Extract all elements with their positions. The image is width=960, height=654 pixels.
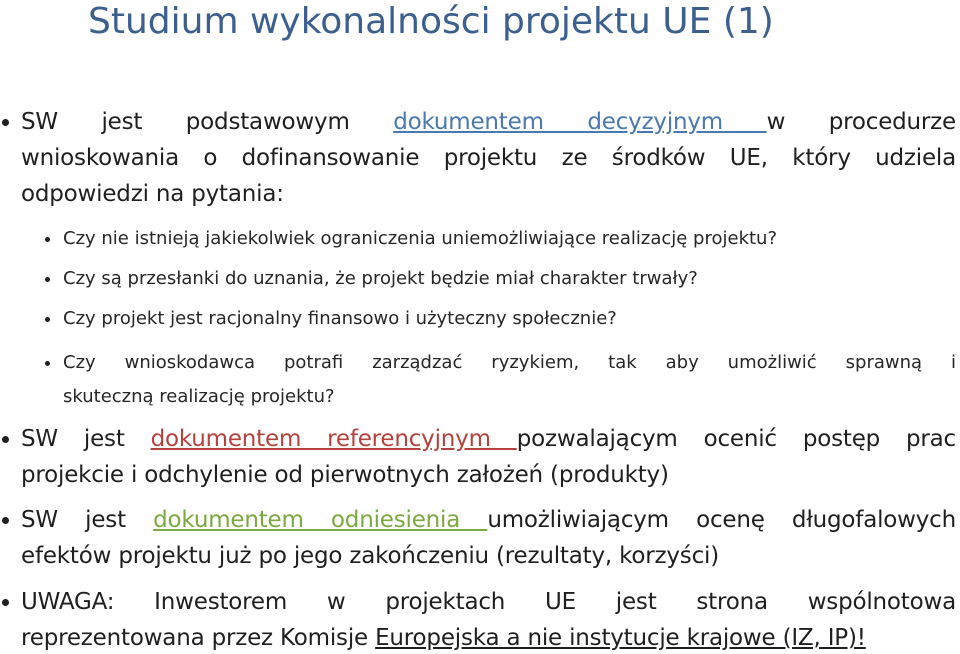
sub-bullet-dot bbox=[45, 361, 50, 366]
bullet-line: efektów projektu już po jego zakończeniu (rezultaty, korzyści) bbox=[21, 543, 719, 569]
bullet-line bbox=[21, 502, 956, 538]
bullet-text-segment: SW jest podstawowym bbox=[21, 109, 394, 135]
bullet-line: projekcie i odchylenie od pierwotnych założeń (produkty) bbox=[21, 462, 669, 488]
sub-bullet-dot bbox=[45, 317, 50, 322]
sub-bullet-text: Czy nie istnieją jakiekolwiek ograniczenia uniemożliwiające realizację projektu? bbox=[63, 228, 778, 249]
sub-bullet-text: Czy projekt jest racjonalny finansowo i użyteczny społecznie? bbox=[63, 308, 617, 329]
sub-bullet-dot bbox=[45, 237, 50, 242]
bullet-line: wnioskowania o dofinansowanie projektu ze środków UE, który udziela bbox=[21, 145, 956, 171]
bullet-line bbox=[21, 421, 956, 457]
bullet-text-segment: pozwalającym ocenić postęp prac bbox=[516, 426, 956, 452]
bullet-text bbox=[21, 421, 956, 493]
bullet-text bbox=[21, 584, 956, 654]
bullet-text-segment: umożliwiającym ocenę długofalowych bbox=[487, 507, 957, 533]
bullet-line: UWAGA: Inwestorem w projektach UE jest strona wspólnotowa bbox=[21, 589, 956, 615]
bullet-text bbox=[21, 502, 956, 574]
bullet-text bbox=[21, 104, 956, 212]
bullet-text-segment: reprezentowana przez Komisje bbox=[21, 625, 376, 651]
bullet-line bbox=[21, 104, 956, 140]
bullet-line: odpowiedzi na pytania: bbox=[21, 181, 284, 207]
sub-bullet-line: Czy wnioskodawca potrafi zarządzać ryzykiem, tak aby umożliwić sprawną i bbox=[63, 352, 956, 373]
sub-bullet-dot bbox=[45, 277, 50, 282]
link-reference-point-document[interactable]: dokumentem odniesienia bbox=[153, 507, 488, 533]
bullet-line bbox=[21, 620, 956, 654]
bullet-text-segment: SW jest bbox=[21, 426, 151, 452]
bullet-text-segment: w procedurze bbox=[766, 109, 956, 135]
bullet-dot bbox=[2, 436, 9, 443]
sub-bullet-line: skuteczną realizację projektu? bbox=[63, 386, 335, 407]
bullet-text-segment: SW jest bbox=[21, 507, 154, 533]
underlined-emphasis: Europejska a nie instytucje krajowe (IZ, IP)! bbox=[375, 625, 866, 651]
sub-bullet-text: Czy są przesłanki do uznania, że projekt będzie miał charakter trwały? bbox=[63, 268, 698, 289]
bullet-dot bbox=[2, 599, 9, 606]
slide-title: Studium wykonalności projektu UE (1) bbox=[88, 1, 774, 42]
bullet-dot bbox=[2, 119, 9, 126]
link-reference-document[interactable]: dokumentem referencyjnym bbox=[150, 426, 517, 452]
link-decision-document[interactable]: dokumentem decyzyjnym bbox=[393, 109, 767, 135]
bullet-dot bbox=[2, 517, 9, 524]
